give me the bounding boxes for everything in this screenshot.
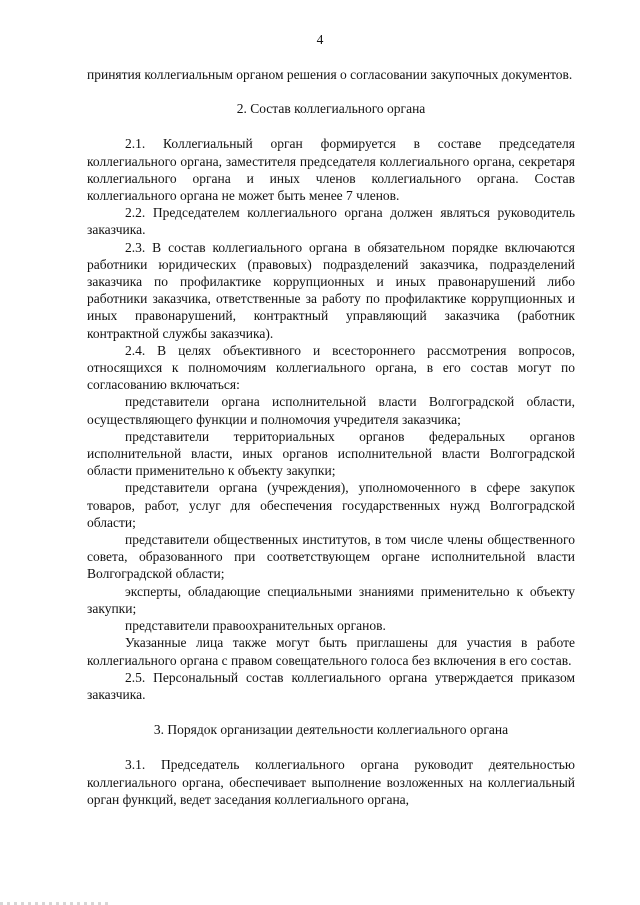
paragraph-2-3: 2.3. В состав коллегиального органа в обязательном порядке включаются работники юридических (правовых) подразделений заказчика, подразделений заказчика по профилактике коррупционных и иных правонарушений либо работники заказчика, ответственные за работу по профилактике коррупционных и иных правонарушений, контрактный управляющий заказчика (работник контрактной службы заказчика). — [87, 239, 575, 341]
list-item-executive-authority: представители органа исполнительной власти Волгоградской области, осуществляющего функции и полномочия учредителя заказчика; — [87, 394, 575, 427]
paragraph-2-5: 2.5. Персональный состав коллегиального органа утверждается приказом заказчика. — [87, 669, 575, 702]
paragraph-2-2: 2.2. Председателем коллегиального органа должен являться руководитель заказчика. — [87, 205, 575, 238]
paragraph-2-4: 2.4. В целях объективного и всестороннего рассмотрения вопросов, относящихся к полномочиям коллегиального органа, в его состав могут по согласованию включаться: — [87, 342, 575, 393]
list-item-public-institutions: представители общественных институтов, в том числе члены общественного совета, образованного при соответствующем органе исполнительной власти Волгоградской области; — [87, 532, 575, 582]
document-body — [87, 66, 575, 808]
continuation-paragraph: принятия коллегиальным органом решения о согласовании закупочных документов. — [87, 67, 573, 82]
section-2-heading: 2. Состав коллегиального органа — [236, 101, 426, 117]
page-number: 4 — [316, 32, 324, 47]
list-item-experts: эксперты, обладающие специальными знаниями применительно к объекту закупки; — [87, 583, 575, 616]
paragraph-invited-persons: Указанные лица также могут быть приглашены для участия в работе коллегиального органа с правом совещательного голоса без включения в его состав. — [87, 635, 575, 668]
paragraph-2-1: 2.1. Коллегиальный орган формируется в составе председателя коллегиального органа, заместителя председателя коллегиального органа, секретаря коллегиального органа и иных членов коллегиального органа. Состав коллегиального органа не может быть менее 7 членов. — [87, 136, 575, 204]
list-item-territorial-bodies: представители территориальных органов федеральных органов исполнительной власти, иных органов исполнительной власти Волгоградской области применительно к объекту закупки; — [87, 428, 575, 479]
paragraph-3-1: 3.1. Председатель коллегиального органа руководит деятельностью коллегиального органа, обеспечивает выполнение возложенных на коллегиальный орган функций, ведет заседания коллегиального органа, — [87, 757, 575, 807]
section-3-heading: 3. Порядок организации деятельности коллегиального органа — [153, 722, 509, 738]
list-item-procurement-authority: представители органа (учреждения), уполномоченного в сфере закупок товаров, работ, услуг для обеспечения государственных нужд Волгоградской области; — [87, 480, 575, 530]
list-item-law-enforcement: представители правоохранительных органов. — [125, 618, 386, 634]
